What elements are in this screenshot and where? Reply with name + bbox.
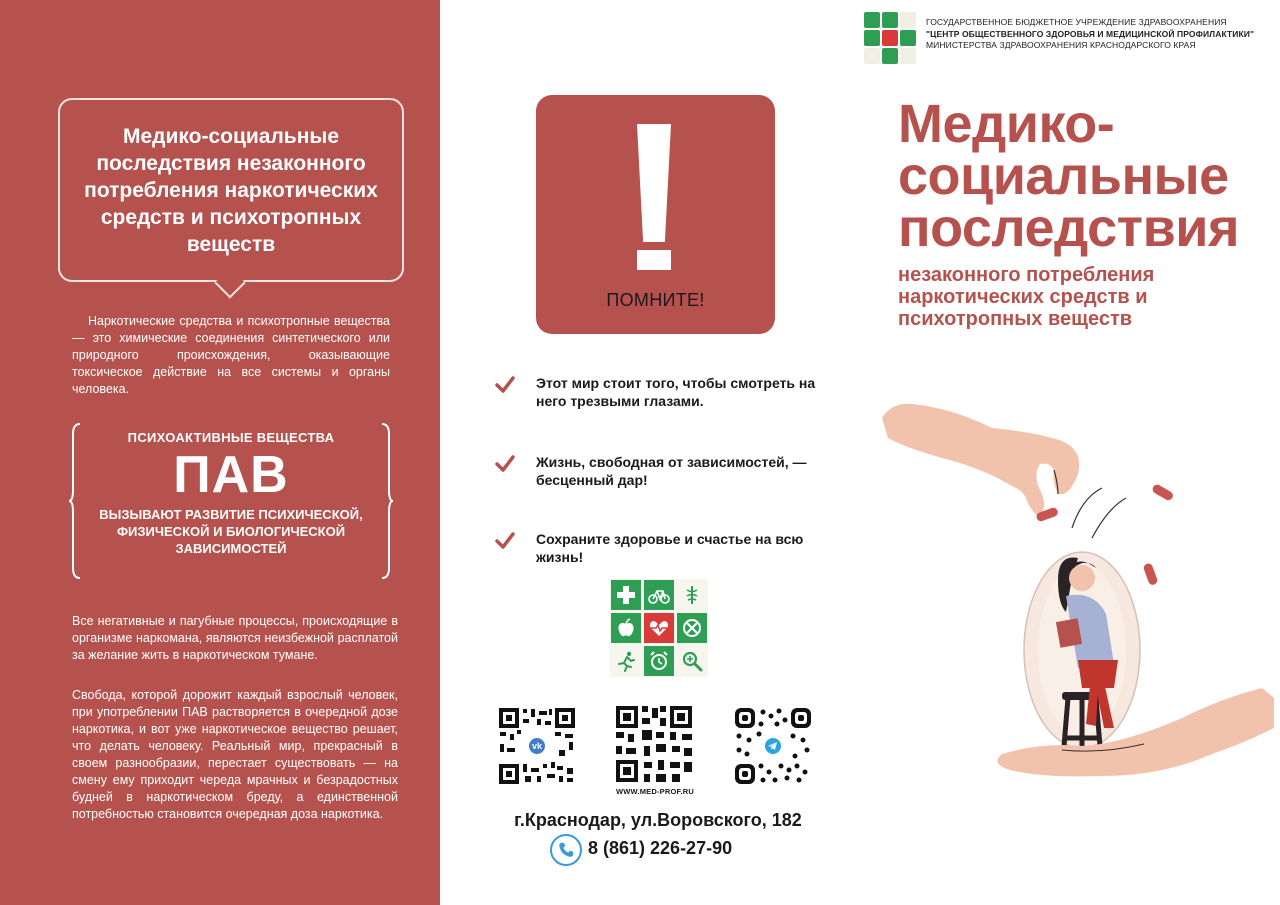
cross-icon [611,580,641,610]
magnifier-icon [677,646,707,676]
phone-icon [550,834,582,866]
paragraph-freedom: Свобода, которой дорожит каждый взрослый человек, при употреблении ПАВ растворяется в очередной дозе наркотика, и вот уже наркотическое вещество решает, что делать человеку. Реальный мир, прекрасный в своем разнообразии, перестает существовать — на смену ему приходит череда мрачных и безрадостных будней в наркотическом бреду, а единственной потребностью становится очередная доза наркотика. [72,688,398,821]
main-title: Медико-социальные последствия [898,94,1239,258]
hands-illustration [882,398,1274,778]
intro-paragraph: Наркотические средства и психотропные вещества — это химические соединения синтетического или природного происхождения, оказывающие токсическое действие на все системы и органы человека. [72,314,390,396]
bicycle-icon [644,580,674,610]
qr-code-website[interactable] [614,704,694,784]
remember-label: ПОМНИТЕ! [606,290,705,310]
check-icon [494,453,516,475]
left-brace-icon [68,422,82,580]
check-icon [494,374,516,396]
address: г.Краснодар, ул.Воровского, 182 [514,810,802,830]
right-brace-icon [380,422,394,580]
alarm-clock-icon [644,646,674,676]
phone-number[interactable]: 8 (861) 226-27-90 [588,838,733,858]
runner-icon [611,646,641,676]
exclamation-dot [637,250,671,270]
pav-block [86,429,376,557]
apple-icon [611,613,641,643]
telegram-icon [763,736,783,756]
left-panel [0,0,440,905]
org-line-2: "ЦЕНТР ОБЩЕСТВЕННОГО ЗДОРОВЬЯ И МЕДИЦИНСКОЙ ПРОФИЛАКТИКИ" [926,28,1255,39]
org-line-3: МИНИСТЕРСТВА ЗДРАВООХРАНЕНИЯ КРАСНОДАРСКОГО КРАЯ [926,40,1196,50]
organization-name [926,17,1278,52]
caduceus-icon [677,580,707,610]
heart-pulse-icon [644,613,674,643]
bubble-title: Медико-социальные последствия незаконного потребления наркотических средств и психотропных веществ [84,124,378,256]
pav-heading: ПАВ [173,446,289,504]
speech-bubble [58,98,404,282]
no-sign-icon [677,613,707,643]
tip-text: Этот мир стоит того, чтобы смотреть на него трезвыми глазами. [536,375,816,409]
vk-icon: vk [527,736,547,756]
center-logo [610,579,708,677]
org-line-1: ГОСУДАРСТВЕННОЕ БЮДЖЕТНОЕ УЧРЕЖДЕНИЕ ЗДРАВООХРАНЕНИЯ [926,17,1227,27]
main-subtitle: незаконного потребления наркотических средств и психотропных веществ [898,264,1155,330]
pav-subtitle: ПСИХОАКТИВНЫЕ ВЕЩЕСТВА [127,430,335,445]
check-icon [494,530,516,552]
website-caption[interactable]: WWW.MED-PROF.RU [616,787,694,796]
organization-logo [864,12,918,64]
pav-description: ВЫЗЫВАЮТ РАЗВИТИЕ ПСИХИЧЕСКОЙ, ФИЗИЧЕСКОЙ И БИОЛОГИЧЕСКОЙ ЗАВИСИМОСТЕЙ [99,507,363,556]
tip-text: Сохраните здоровье и счастье на всю жизнь! [536,531,804,565]
paragraph-processes: Все негативные и пагубные процессы, происходящие в организме наркомана, являются неизбежной расплатой за желание жить в наркотическом тумане. [72,614,398,662]
tip-text: Жизнь, свободная от зависимостей, — бесценный дар! [536,454,807,488]
